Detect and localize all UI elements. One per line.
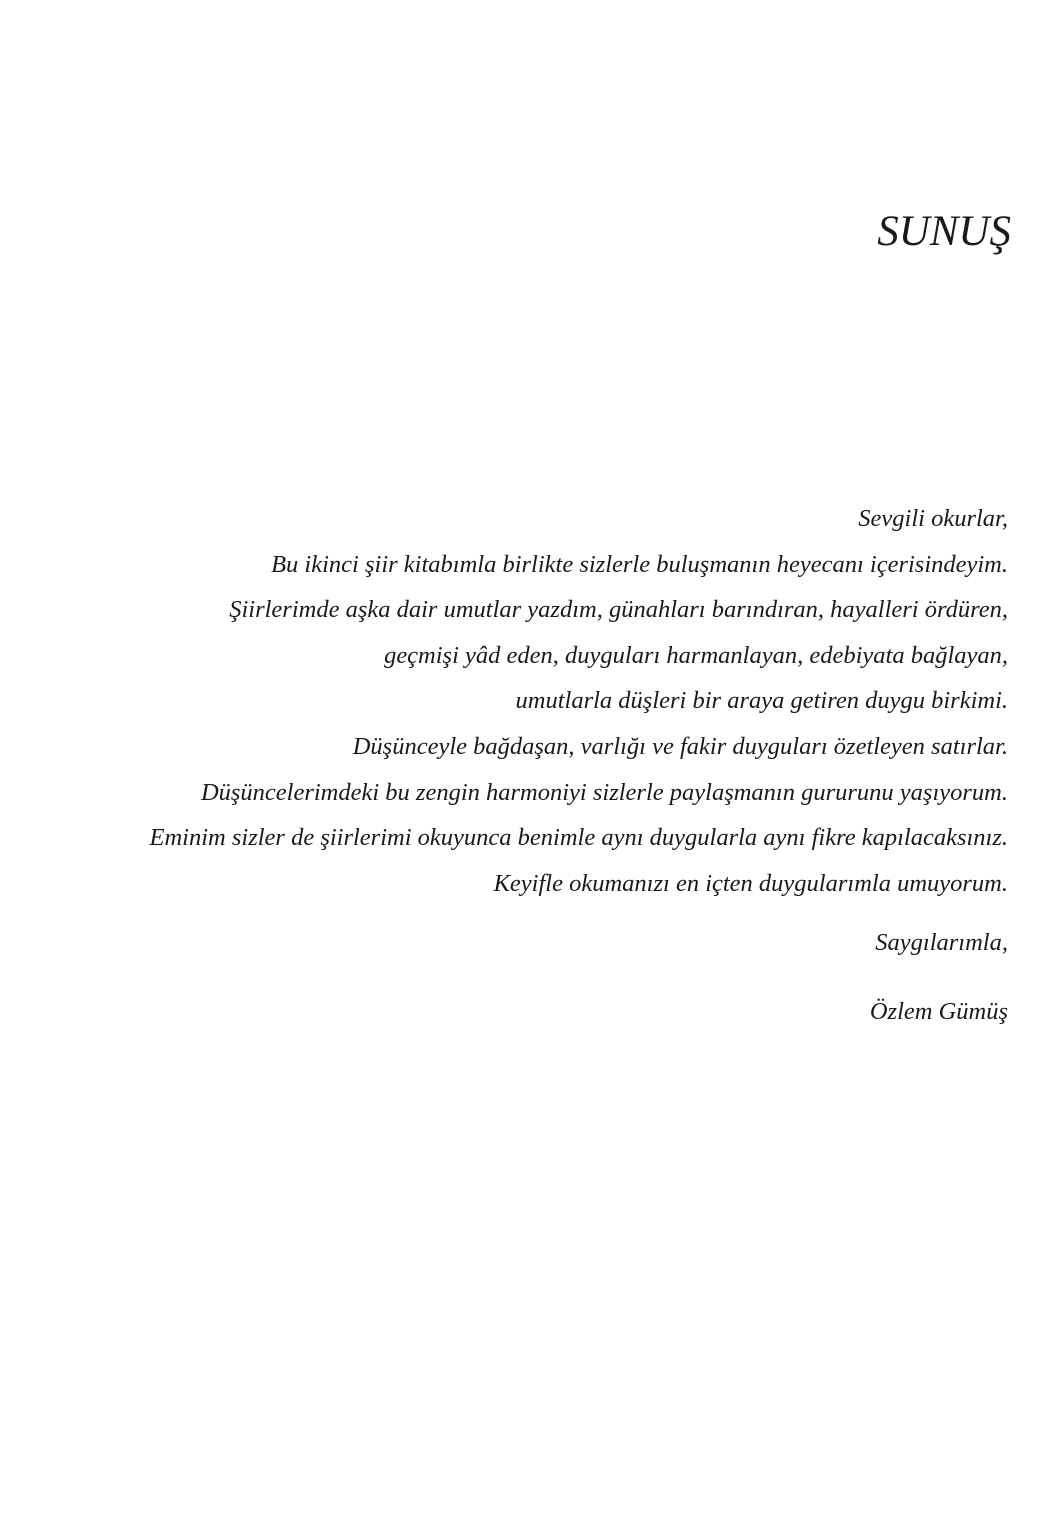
closing-salutation: Saygılarımla, (875, 929, 1008, 956)
letter-body (8, 496, 1008, 906)
paragraph-line: Keyifle okumanızı en içten duygularımla umuyorum. (493, 869, 1008, 897)
paragraph-line: umutlarla düşleri bir araya getiren duygu birkimi. (515, 687, 1008, 715)
paragraph-line: Eminim sizler de şiirlerimi okuyunca benimle aynı duygularla aynı fikre kapılacaksınız. (149, 824, 1008, 852)
paragraph-line: Bu ikinci şiir kitabımla birlikte sizlerle buluşmanın heyecanı içerisindeyim. (271, 550, 1008, 578)
page-title: SUNUŞ (877, 208, 1011, 255)
paragraph-line: geçmişi yâd eden, duyguları harmanlayan, edebiyata bağlayan, (384, 641, 1008, 669)
paragraph-line: Düşüncelerimdeki bu zengin harmoniyi sizlerle paylaşmanın gururunu yaşıyorum. (200, 778, 1008, 806)
author-name: Özlem Gümüş (869, 998, 1008, 1025)
paragraph-line: Şiirlerimde aşka dair umutlar yazdım, günahları barındıran, hayalleri ördüren, (229, 596, 1008, 624)
paragraph-line: Düşünceyle bağdaşan, varlığı ve fakir duyguları özetleyen satırlar. (352, 732, 1008, 760)
greeting-line: Sevgili okurlar, (858, 505, 1008, 532)
